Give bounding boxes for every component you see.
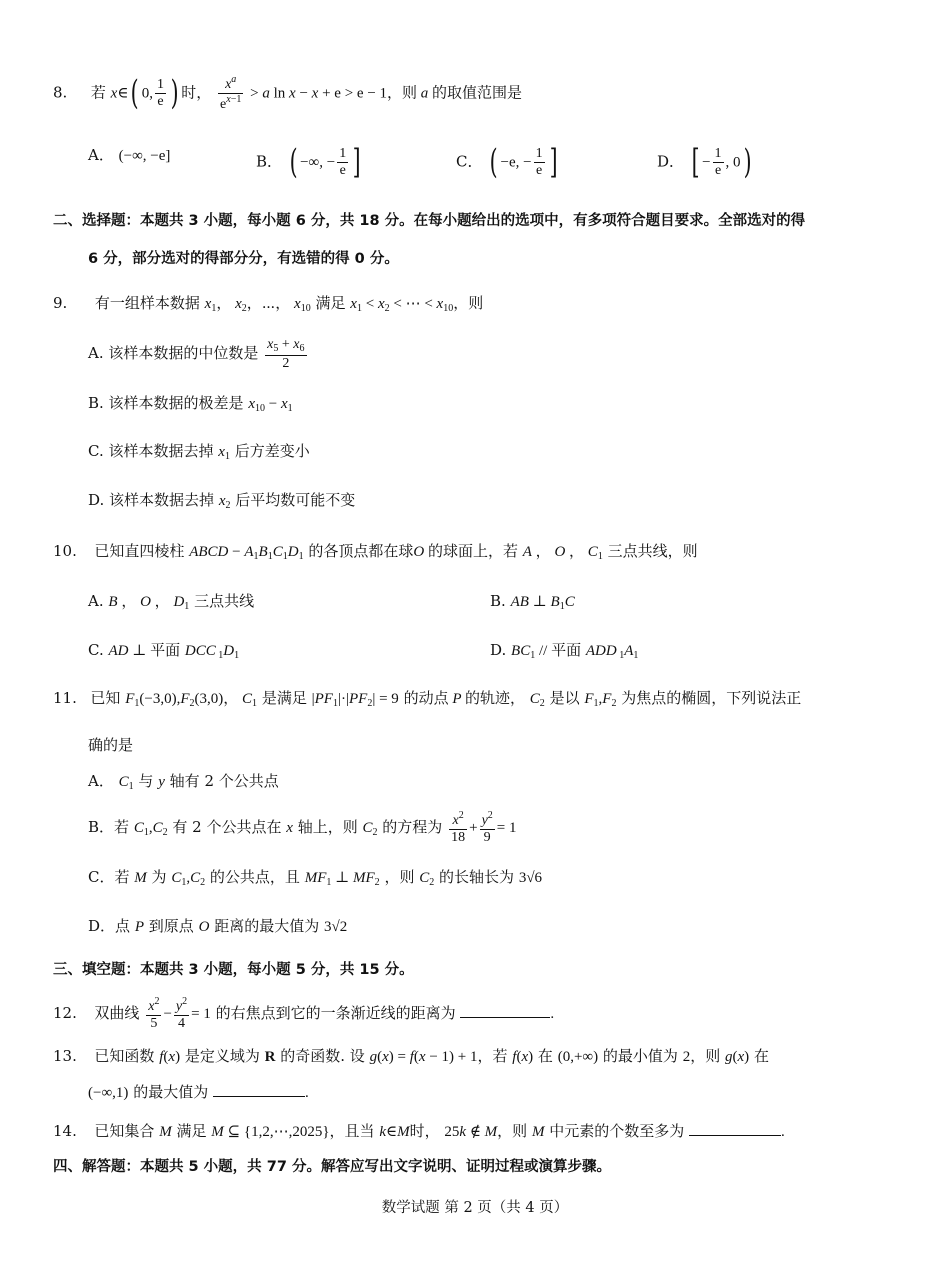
q11-stem-e: 是以 [549, 689, 580, 707]
q11-stem-d: 的轨迹， [464, 689, 525, 707]
q9-option-a[interactable]: A. 该样本数据的中位数是 $\frac{x_5 + x_6}{2}$ [88, 337, 305, 371]
option-text: B．若 [88, 818, 130, 837]
question-number: 13. [53, 1047, 77, 1065]
answer-blank[interactable] [213, 1084, 305, 1097]
q14-stem-c: ，且当 [329, 1122, 375, 1140]
q13-stem-f: 的最小值为 [602, 1047, 678, 1065]
q12-stem-a: 双曲线 [94, 1004, 140, 1023]
option-text: 与 [138, 772, 154, 790]
q9-stem-a: 有一组样本数据 [94, 294, 200, 312]
q8-text-tail: ，则 [387, 83, 418, 102]
option-text: 的长轴长为 [439, 868, 515, 886]
option-text-tail: 三点共线 [194, 592, 255, 610]
option-text-tail: 后方差变小 [234, 442, 310, 460]
question-number: 9. [53, 294, 68, 312]
option-text: 距离的最大值为 [214, 917, 320, 935]
q8-option-b[interactable]: B． ( −∞, − $\frac{1}{e}$ ] [256, 142, 361, 183]
q12-stem: 12. 双曲线 $\frac{x^2}{5}$ − $\frac{y^2}{4}$ = 1 的右焦点到它的一条渐近线的距离为 . [53, 996, 555, 1032]
q11-stem-line2: 确的是 [88, 736, 134, 754]
option-text: C．若 [88, 868, 130, 886]
q13-stem-g: ，则 [690, 1047, 721, 1065]
option-label: A． [88, 146, 114, 164]
q8-text-prefix: 若 [90, 83, 106, 102]
section2-heading-line2: 6 分，部分选对的得部分分，有选错的得 0 分。 [88, 251, 399, 267]
option-label: B. [490, 592, 506, 610]
q10-option-a[interactable]: A. B ， O ， $D_1$ 三点共线 [88, 592, 255, 612]
answer-blank[interactable] [460, 1005, 550, 1018]
q10-stem-c: 的球面上，若 [427, 542, 518, 560]
option-text-tail: 轴有 2 个公共点 [169, 772, 279, 790]
q11-option-a[interactable]: A． $C_1$ 与 y 轴有 2 个公共点 [88, 772, 279, 792]
q13-stem-c: 的奇函数. 设 [280, 1047, 365, 1065]
option-text-tail: 后平均数可能不变 [235, 491, 356, 509]
q8-option-a[interactable]: A． (−∞, −e] [88, 146, 171, 164]
option-label: A． [88, 772, 114, 790]
q11-stem-b: 是满足 [261, 689, 307, 707]
option-text: B. 该样本数据的极差是 [88, 394, 244, 412]
q10-option-d[interactable]: D. $BC_1$ // 平面 ADD $_1A_1$ [490, 641, 639, 661]
q14-stem-f: 中元素的个数至多为 [549, 1122, 685, 1140]
q10-stem-a: 已知直四棱柱 [94, 542, 185, 560]
option-text: D．点 [88, 917, 131, 935]
q10-option-b[interactable]: B. AB ⊥ $B_1C$ [490, 592, 575, 612]
q10-stem-b: 的各顶点都在球 [308, 542, 414, 560]
q11-option-d[interactable]: D．点 P 到原点 O 距离的最大值为 3√2 [88, 917, 348, 935]
option-text: 为 [151, 868, 167, 886]
option-text: 有 2 个公共点在 [172, 818, 282, 837]
q12-stem-b: 的右焦点到它的一条渐近线的距离为 [215, 1004, 456, 1023]
option-label: C． [456, 152, 483, 171]
q14-stem: 14. 已知集合 M 满足 M ⊆ {1,2,⋯,2025}，且当 k∈M时， 25k ∉ M，则 M 中元素的个数至多为 . [53, 1122, 785, 1140]
q11-option-b[interactable]: B．若 $C_1,C_2$ 有 2 个公共点在 x 轴上，则 $C_2$ 的方程为 $\frac{x^2}{18}$ + $\frac{y^2}{9}$ = 1 [88, 810, 517, 846]
option-text: 的公共点，且 [209, 868, 300, 886]
q13-stem-b: 是定义域为 [184, 1047, 260, 1065]
option-text-plane: 平面 [150, 641, 181, 659]
option-text: 的方程为 [382, 818, 443, 837]
q13-line2: (−∞,1) 的最大值为 . [88, 1083, 309, 1101]
option-text: 轴上，则 [297, 818, 358, 837]
q8-text-when: 时， [181, 83, 212, 102]
q14-stem-a: 已知集合 [94, 1122, 155, 1140]
question-number: 14. [53, 1122, 77, 1140]
answer-blank[interactable] [689, 1123, 781, 1136]
q10-stem: 10. 已知直四棱柱 ABCD − $A_1B_1C_1D_1$ 的各顶点都在球O 的球面上，若 A ， O ， $C_1$ 三点共线，则 [53, 542, 698, 562]
q13-stem-h: 在 [753, 1047, 769, 1065]
section3-heading: 三、填空题：本题共 3 小题，每小题 5 分，共 15 分。 [53, 962, 414, 978]
option-text: A. 该样本数据的中位数是 [88, 343, 259, 362]
q13-stem-a: 已知函数 [94, 1047, 155, 1065]
option-text-plane: 平面 [551, 641, 582, 659]
question-number: 10. [53, 542, 77, 560]
q9-stem: 9. 有一组样本数据 $x_1$， $x_2$，⋯， $x_{10}$ 满足 $x_1 < x_2$ < ⋯ < $x_{10}$，则 [53, 294, 484, 314]
option-label: C. [88, 641, 104, 659]
option-label: D. [490, 641, 507, 659]
q13-stem: 13. 已知函数 f(x) 是定义域为 R 的奇函数. 设 g(x) = f(x − 1) + 1，若 f(x) 在 (0,+∞) 的最小值为 2，则 g(x) 在 [53, 1047, 769, 1065]
question-number: 11. [53, 689, 77, 707]
q9-option-c[interactable]: C. 该样本数据去掉 $x_1$ 后方差变小 [88, 442, 310, 462]
section2-heading-line1: 二、选择题：本题共 3 小题，每小题 6 分，共 18 分。在每小题给出的选项中，有多项符合题目要求。全部选对的得 [53, 213, 806, 229]
q8-option-c[interactable]: C． ( −e, − $\frac{1}{e}$ ] [456, 142, 558, 183]
q13-stem-d: ，若 [477, 1047, 508, 1065]
q9-stem-c: ，则 [453, 294, 484, 312]
option-label: D． [657, 152, 685, 171]
q11-stem-f: 为焦点的椭圆，下列说法正 [621, 689, 802, 707]
option-text: C. 该样本数据去掉 [88, 442, 214, 460]
question-number: 12. [53, 1004, 77, 1023]
question-number: 8. [53, 83, 68, 102]
q14-stem-b: 满足 [176, 1122, 207, 1140]
section4-heading: 四、解答题：本题共 5 小题，共 77 分。解答应写出文字说明、证明过程或演算步骤。 [53, 1159, 611, 1175]
q8-stem: 8. 若 x∈( 0, $\frac{1}{e}$ ) 时， $\frac{x^a}{e^{x-1}}$ > a ln x − x + e > e − 1，则 a 的取值范围是 [53, 73, 523, 114]
q11-stem: 11. 已知 $F_1(-3,0),F_2(3,0)$， $C_1$ 是满足 $|PF_1|\cdot|PF_2| = 9$ 的动点 P 的轨迹， $C_2$ 是以 $F_1,F_2$ 为焦点的椭圆，下列说法正 [53, 689, 802, 709]
q11-stem-c: 的动点 [403, 689, 449, 707]
option-text: 到原点 [148, 917, 194, 935]
q8-text-end: 的取值范围是 [432, 83, 523, 102]
q14-stem-e: ，则 [497, 1122, 528, 1140]
q11-stem-a: 已知 [90, 689, 121, 707]
q11-option-c[interactable]: C．若 M 为 $C_1,C_2$ 的公共点，且 $MF_1$ ⊥ $MF_2$ ，则 $C_2$ 的长轴长为 3√6 [88, 868, 543, 888]
q10-option-c[interactable]: C. AD ⊥ 平面 DCC $_1D_1$ [88, 641, 240, 661]
option-text: D. 该样本数据去掉 [88, 491, 215, 509]
q13-stem-e: 在 [537, 1047, 553, 1065]
q9-option-d[interactable]: D. 该样本数据去掉 $x_2$ 后平均数可能不变 [88, 491, 356, 511]
q8-option-d[interactable]: D． [ − $\frac{1}{e}$ , 0) [657, 142, 752, 183]
q13-line2-text: 的最大值为 [133, 1083, 209, 1101]
option-label: A. [88, 592, 104, 610]
page-footer: 数学试题 第 2 页（共 4 页） [381, 1200, 569, 1216]
option-label: B． [256, 152, 283, 171]
q9-option-b[interactable]: B. 该样本数据的极差是 $x_{10} - x_1$ [88, 394, 293, 414]
q14-stem-d: 时， [409, 1122, 440, 1140]
option-text: ，则 [384, 868, 415, 886]
q9-stem-b: 满足 [315, 294, 346, 312]
q10-stem-d: 三点共线，则 [607, 542, 698, 560]
